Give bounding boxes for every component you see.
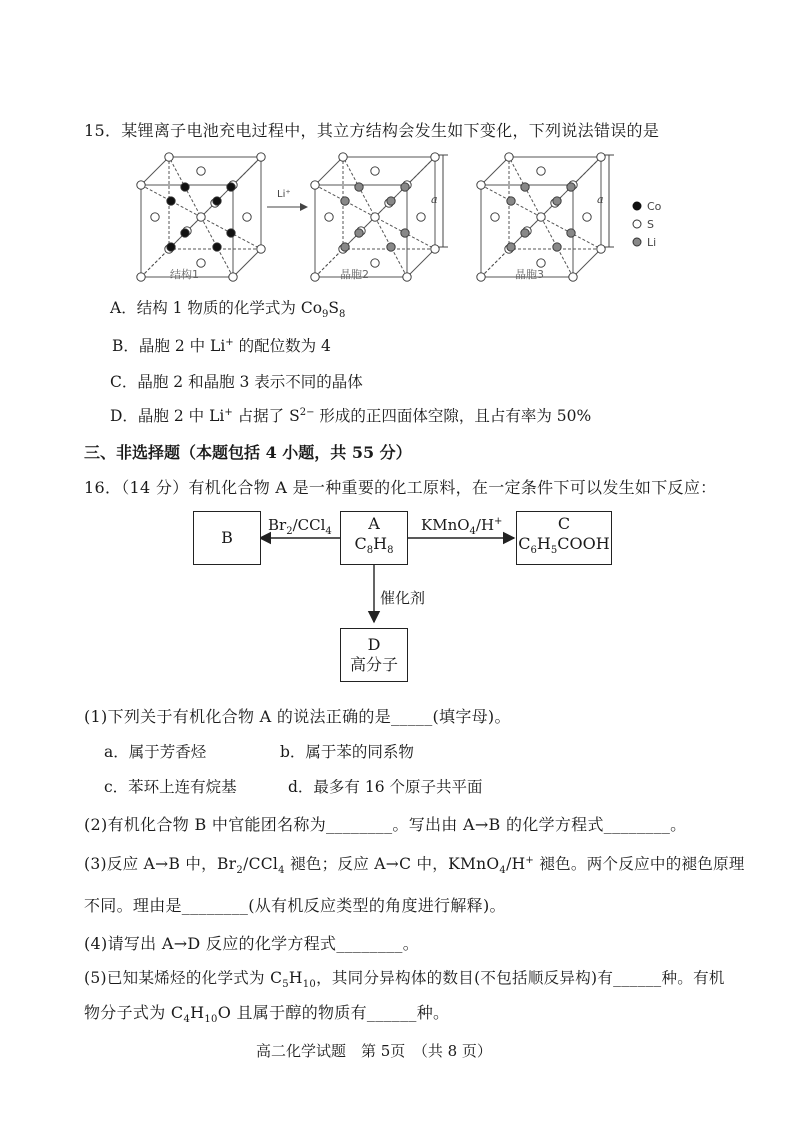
atom-s bbox=[197, 213, 205, 221]
atom-s bbox=[569, 273, 577, 281]
atom-s bbox=[371, 213, 379, 221]
atom-s bbox=[431, 153, 439, 161]
atom-s bbox=[197, 167, 205, 175]
q16-stem: 16．（14 分）有机化合物 A 是一种重要的化工原料，在一定条件下可以发生如下反应： bbox=[84, 478, 717, 497]
atom-s bbox=[537, 167, 545, 175]
atom-s bbox=[137, 181, 145, 189]
atom-s bbox=[243, 213, 251, 221]
atom-s bbox=[257, 153, 265, 161]
q16-part1: (1)下列关于有机化合物 A 的说法正确的是_____(填字母)。 bbox=[84, 707, 511, 726]
formula-a: $C_8H_8$ bbox=[354, 534, 394, 557]
atom-s bbox=[537, 259, 545, 267]
atom-li bbox=[401, 229, 409, 237]
q16-part1-option-d: d．最多有 16 个原子共平面 bbox=[288, 778, 483, 796]
atom-s bbox=[583, 213, 591, 221]
atom-li bbox=[521, 183, 529, 191]
atom-s bbox=[151, 213, 159, 221]
cube-structure1 bbox=[137, 153, 265, 281]
atom-s bbox=[431, 245, 439, 253]
atom-co bbox=[227, 229, 235, 237]
atom-li bbox=[553, 243, 561, 251]
atom-s bbox=[477, 181, 485, 189]
legend-co: Co bbox=[647, 200, 662, 213]
atom-co bbox=[213, 197, 221, 205]
atom-s bbox=[197, 259, 205, 267]
caption-cell2: 晶胞2 bbox=[340, 268, 369, 281]
atom-s bbox=[325, 213, 333, 221]
atom-li bbox=[567, 229, 575, 237]
atom-li bbox=[387, 243, 395, 251]
atom-s bbox=[403, 273, 411, 281]
q16-part3-line2: 不同。理由是________(从有机反应类型的角度进行解释)。 bbox=[84, 896, 506, 915]
q15-option-b: B．晶胞 2 中 Li+ 的配位数为 4 bbox=[112, 336, 331, 355]
q16-part2: (2)有机化合物 B 中官能团名称为________。写出由 A→B 的化学方程式________。 bbox=[84, 815, 687, 834]
cell2-a-label: a bbox=[431, 193, 438, 206]
caption-cell3: 晶胞3 bbox=[515, 268, 544, 281]
atom-s bbox=[597, 153, 605, 161]
atom-li bbox=[341, 197, 349, 205]
atom-li bbox=[567, 183, 575, 191]
box-d: D 高分子 bbox=[340, 628, 408, 682]
q15-option-c: C．晶胞 2 和晶胞 3 表示不同的晶体 bbox=[110, 373, 363, 391]
q15-stem: 15．某锂离子电池充电过程中，其立方结构会发生如下变化，下列说法错误的是 bbox=[84, 121, 660, 140]
cube-cell3 bbox=[477, 153, 605, 281]
atom-co bbox=[213, 243, 221, 251]
atom-li bbox=[507, 197, 515, 205]
legend-li: Li bbox=[647, 236, 657, 249]
atom-s bbox=[505, 153, 513, 161]
atom-s bbox=[371, 259, 379, 267]
atom-s bbox=[537, 213, 545, 221]
q16-part1-option-c: c．苯环上连有烷基 bbox=[104, 778, 237, 796]
crystal-structures-figure bbox=[125, 145, 685, 285]
atom-co bbox=[167, 243, 175, 251]
legend-s-marker bbox=[633, 220, 641, 228]
box-a: A $C_8H_8$ bbox=[340, 511, 408, 565]
box-c: C $C_6H_5COOH$ bbox=[516, 511, 612, 565]
page-footer: 高二化学试题 第 5页 （共 8 页） bbox=[256, 1042, 492, 1060]
atom-co bbox=[181, 183, 189, 191]
caption-structure1: 结构1 bbox=[170, 268, 199, 281]
legend bbox=[633, 200, 662, 249]
atom-li bbox=[553, 197, 561, 205]
cell3-a-label: a bbox=[597, 193, 604, 206]
atom-co bbox=[181, 229, 189, 237]
atom-s bbox=[165, 153, 173, 161]
atom-li bbox=[521, 229, 529, 237]
q15-option-d: D．晶胞 2 中 Li+ 占据了 $S^{2-}$ 形成的正四面体空隙，且占有率为 50% bbox=[110, 406, 592, 425]
q16-part3-line1: (3)反应 A→B 中，$Br_2/CCl_4$ 褪色；反应 A→C 中，KMnO$_4$/H+ 褪色。两个反应中的褪色原理 bbox=[84, 854, 745, 877]
atom-li bbox=[341, 243, 349, 251]
reagent-kmno4: KMnO$_4$/H+ bbox=[421, 516, 503, 537]
reagent-catalyst: 催化剂 bbox=[380, 589, 426, 607]
legend-s: S bbox=[647, 218, 654, 231]
atom-s bbox=[339, 153, 347, 161]
cube-cell2 bbox=[311, 153, 439, 281]
arrow-li-label: Li⁺ bbox=[277, 189, 291, 200]
atom-li bbox=[355, 183, 363, 191]
q16-part5-line2: 物分子式为 $C_4H_{10}O$ 且属于醇的物质有______种。 bbox=[84, 1003, 450, 1026]
q16-part5-line1: (5)已知某烯烃的化学式为 $C_5H_{10}$，其同分异构体的数目(不包括顺反异构)有______种。有机 bbox=[84, 969, 725, 991]
atom-s bbox=[311, 181, 319, 189]
atom-co bbox=[167, 197, 175, 205]
atom-s bbox=[229, 273, 237, 281]
atom-li bbox=[401, 183, 409, 191]
atom-li bbox=[387, 197, 395, 205]
atom-s bbox=[477, 273, 485, 281]
legend-co-marker bbox=[633, 202, 641, 210]
reagent-br2-ccl4: $Br_2/CCl_4$ bbox=[268, 516, 332, 537]
q16-part1-option-b: b．属于苯的同系物 bbox=[280, 743, 414, 761]
box-b: B bbox=[193, 511, 261, 565]
atom-li bbox=[507, 243, 515, 251]
atom-s bbox=[371, 167, 379, 175]
section-heading: 三、非选择题（本题包括 4 小题，共 55 分） bbox=[84, 443, 412, 462]
atom-li bbox=[355, 229, 363, 237]
atom-s bbox=[137, 273, 145, 281]
atom-s bbox=[491, 213, 499, 221]
legend-li-marker bbox=[633, 238, 641, 246]
atom-s bbox=[597, 245, 605, 253]
atom-s bbox=[417, 213, 425, 221]
atom-co bbox=[227, 183, 235, 191]
formula-c: $C_6H_5COOH$ bbox=[518, 534, 610, 557]
q15-option-a: A．结构 1 物质的化学式为 $Co_9S_8$ bbox=[110, 299, 346, 321]
q16-part1-option-a: a．属于芳香烃 bbox=[104, 743, 207, 761]
atom-s bbox=[257, 245, 265, 253]
atom-s bbox=[311, 273, 319, 281]
q16-part4: (4)请写出 A→D 反应的化学方程式________。 bbox=[84, 934, 420, 953]
